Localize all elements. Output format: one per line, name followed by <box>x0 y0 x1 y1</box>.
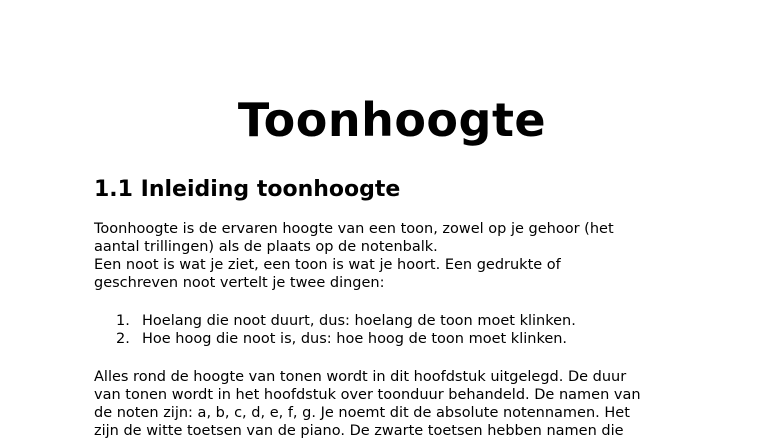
text-line: Een noot is wat je ziet, een toon is wat je hoort. Een gedrukte of <box>94 257 561 273</box>
section-heading: 1.1 Inleiding toonhoogte <box>94 177 401 202</box>
list-item-text: Hoe hoog die noot is, dus: hoe hoog de toon moet klinken. <box>142 331 568 347</box>
list-item <box>94 312 576 330</box>
text-line: de noten zijn: a, b, c, d, e, f, g. Je noemt dit de absolute notennamen. Het <box>94 405 630 421</box>
text-line: van tonen wordt in het hoofdstuk over toonduur behandeld. De namen van <box>94 387 641 403</box>
list-item <box>94 330 576 348</box>
body-paragraph <box>94 368 734 440</box>
list-item-number: 2. <box>116 331 130 347</box>
text-line: geschreven noot vertelt je twee dingen: <box>94 275 385 291</box>
text-line: Toonhoogte is de ervaren hoogte van een toon, zowel op je gehoor (het <box>94 221 614 237</box>
text-line: Alles rond de hoogte van tonen wordt in dit hoofdstuk uitgelegd. De duur <box>94 369 627 385</box>
list-item-number: 1. <box>116 313 130 329</box>
text-line: aantal trillingen) als de plaats op de notenbalk. <box>94 239 438 255</box>
list-item-text: Hoelang die noot duurt, dus: hoelang de toon moet klinken. <box>142 313 576 329</box>
numbered-list <box>94 312 576 348</box>
intro-paragraph <box>94 220 734 292</box>
page-title: Toonhoogte <box>237 93 547 147</box>
text-line: zijn de witte toetsen van de piano. De zwarte toetsen hebben namen die <box>94 423 624 439</box>
